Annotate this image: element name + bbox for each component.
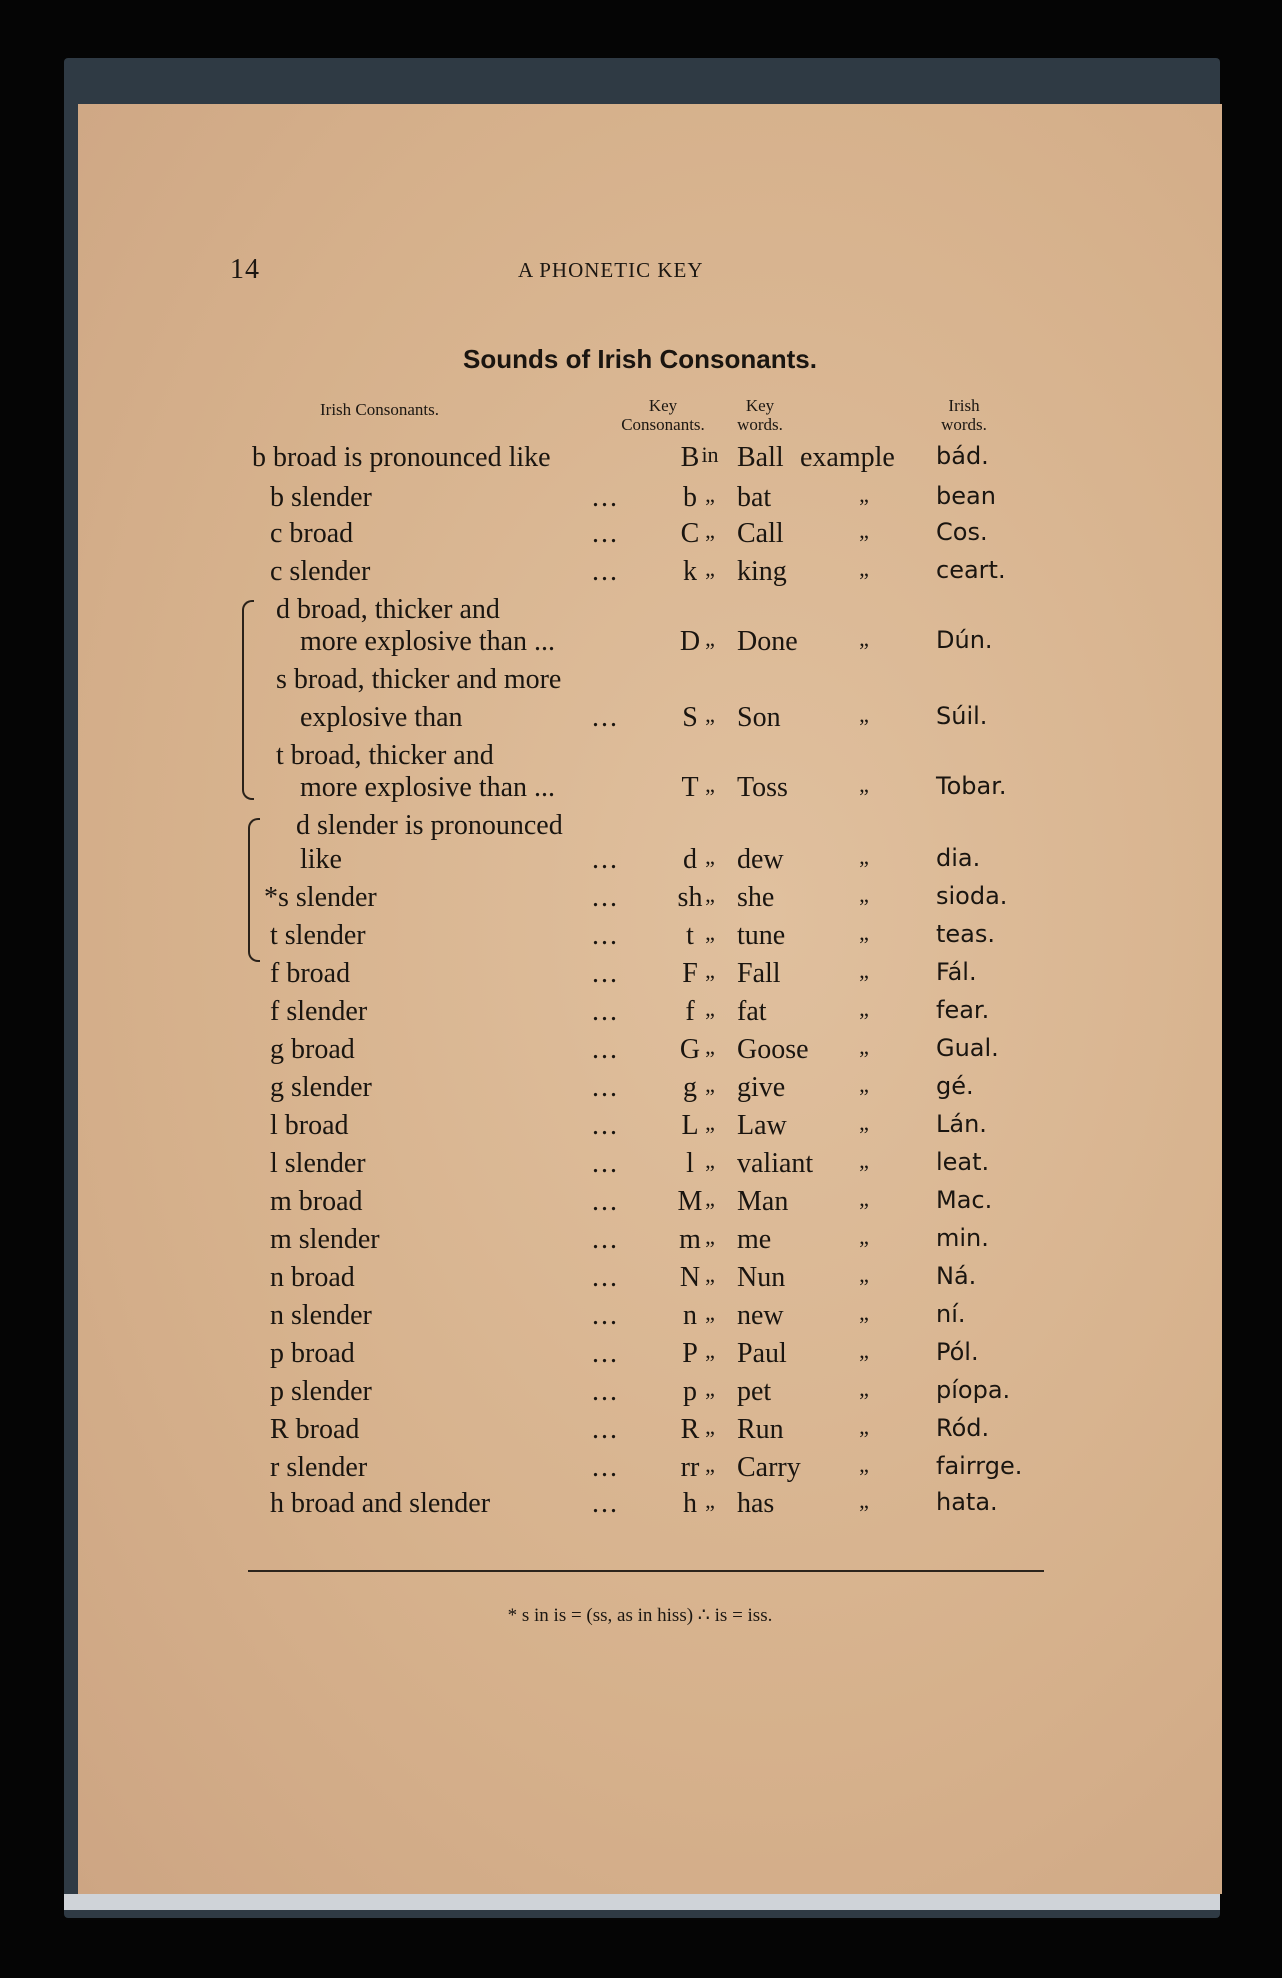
ditto-mark: „ (859, 1414, 869, 1439)
consonant-description: t slender (270, 920, 366, 951)
table-row (0, 594, 1282, 630)
key-word: tune (737, 920, 786, 951)
ditto-mark: „ (859, 1488, 869, 1513)
ditto-mark: „ (859, 920, 869, 945)
irish-word: píopa. (936, 1376, 1011, 1404)
irish-word: dia. (936, 844, 981, 872)
table-row (0, 1414, 1282, 1450)
ditto-mark: „ (859, 482, 869, 507)
leader-dots: ... (592, 1488, 619, 1519)
leader-dots: ... (592, 958, 619, 989)
irish-word: ní. (936, 1300, 966, 1328)
key-word: bat (737, 482, 772, 513)
irish-word: Súil. (936, 702, 988, 730)
irish-word: min. (936, 1224, 989, 1252)
consonant-description: c slender (270, 556, 371, 587)
table-row (0, 482, 1282, 518)
consonant-description: more explosive than ... (300, 626, 556, 657)
irish-word: ceart. (936, 556, 1006, 584)
key-consonant: d (683, 844, 697, 875)
connector: „ (705, 1338, 715, 1363)
key-consonant: F (682, 958, 698, 989)
ditto-mark: „ (859, 1110, 869, 1135)
key-word: Call (737, 518, 784, 549)
irish-word: Gual. (936, 1034, 999, 1062)
consonant-description: t broad, thicker and (276, 740, 494, 771)
key-consonant: b (683, 482, 697, 513)
connector: „ (705, 1376, 715, 1401)
key-consonant: M (677, 1186, 703, 1217)
consonant-description: f broad (270, 958, 351, 989)
connector: „ (705, 1072, 715, 1097)
consonant-description: n broad (270, 1262, 355, 1293)
connector: „ (705, 1148, 715, 1173)
table-row (0, 518, 1282, 554)
irish-word: Cos. (936, 518, 988, 546)
col-header-key-consonants: Key Consonants. (621, 396, 705, 434)
leader-dots: ... (592, 518, 619, 549)
irish-word: bád. (936, 442, 989, 470)
consonant-description: *s slender (264, 882, 377, 913)
key-consonant: g (683, 1072, 697, 1103)
irish-word: Ná. (936, 1262, 977, 1290)
leader-dots: ... (592, 1224, 619, 1255)
ditto-mark: „ (859, 556, 869, 581)
table-row (0, 664, 1282, 700)
key-consonant: B (680, 442, 700, 473)
table-row (0, 810, 1282, 846)
key-consonant: m (679, 1224, 701, 1255)
col-header-irish-words: Irish words. (941, 396, 987, 434)
connector: „ (705, 882, 715, 907)
ditto-mark: „ (859, 1072, 869, 1097)
key-word: pet (737, 1376, 772, 1407)
key-consonant: G (679, 1034, 701, 1065)
leader-dots: ... (592, 482, 619, 513)
consonant-description: s broad, thicker and more (276, 664, 562, 695)
leader-dots: ... (592, 1414, 619, 1445)
connector: „ (705, 1300, 715, 1325)
page-edge (64, 1894, 1220, 1910)
leader-dots: ... (592, 1110, 619, 1141)
leader-dots: ... (592, 1452, 619, 1483)
key-consonant: C (680, 518, 700, 549)
connector: „ (705, 1452, 715, 1477)
table-row (0, 1488, 1282, 1524)
ditto-mark: „ (859, 1148, 869, 1173)
consonant-description: g broad (270, 1034, 355, 1065)
leader-dots: ... (592, 920, 619, 951)
key-consonant: N (679, 1262, 701, 1293)
table-row (0, 702, 1282, 738)
key-word: Carry (737, 1452, 801, 1483)
connector: „ (705, 556, 715, 581)
ditto-mark: „ (859, 626, 869, 651)
key-word: give (737, 1072, 786, 1103)
connector: „ (705, 772, 715, 797)
consonant-description: f slender (270, 996, 368, 1027)
key-consonant: rr (680, 1452, 700, 1483)
page-number: 14 (230, 254, 260, 285)
irish-word: fear. (936, 996, 990, 1024)
irish-word: Lán. (936, 1110, 987, 1138)
consonant-description: m slender (270, 1224, 380, 1255)
key-consonant: p (683, 1376, 697, 1407)
key-word: Toss (737, 772, 788, 803)
key-word: me (737, 1224, 772, 1255)
key-word: Run (737, 1414, 784, 1445)
key-word: she (737, 882, 775, 913)
irish-word: teas. (936, 920, 996, 948)
consonant-description: R broad (270, 1414, 360, 1445)
consonant-description: l slender (270, 1148, 366, 1179)
connector: „ (705, 518, 715, 543)
table-row (0, 958, 1282, 994)
key-consonant: k (683, 556, 697, 587)
consonant-description: d broad, thicker and (276, 594, 500, 625)
connector: „ (705, 1262, 715, 1287)
table-row (0, 1452, 1282, 1488)
key-word: new (737, 1300, 784, 1331)
connector: in (701, 442, 719, 467)
irish-word: bean (936, 482, 996, 510)
key-consonant: sh (677, 882, 703, 913)
ditto-mark: „ (859, 1452, 869, 1477)
footnote: * s in is = (ss, as in hiss) ∴ is = iss. (507, 1605, 773, 1626)
table-row (0, 882, 1282, 918)
leader-dots: ... (592, 1300, 619, 1331)
table-row (0, 1338, 1282, 1374)
ditto-mark: „ (859, 1034, 869, 1059)
irish-word: Tobar. (936, 772, 1007, 800)
connector: „ (705, 1186, 715, 1211)
key-consonant: L (681, 1110, 699, 1141)
key-word: Done (737, 626, 798, 657)
irish-word: fairrge. (936, 1452, 1023, 1480)
ditto-mark: „ (859, 518, 869, 543)
key-word: king (737, 556, 787, 587)
irish-word: Ród. (936, 1414, 990, 1442)
consonant-description: l broad (270, 1110, 349, 1141)
ditto-mark: „ (859, 1262, 869, 1287)
leader-dots: ... (592, 556, 619, 587)
irish-word: gé. (936, 1072, 974, 1100)
leader-dots: ... (592, 1148, 619, 1179)
leader-dots: ... (592, 1186, 619, 1217)
leader-dots: ... (592, 702, 619, 733)
ditto-mark: „ (859, 844, 869, 869)
leader-dots: ... (592, 1376, 619, 1407)
connector: „ (705, 1224, 715, 1249)
connector: „ (705, 1034, 715, 1059)
ditto-mark: „ (859, 772, 869, 797)
key-word: dew (737, 844, 784, 875)
consonant-description: d slender is pronounced (296, 810, 563, 841)
ditto-mark: „ (859, 1338, 869, 1363)
key-consonant: S (682, 702, 698, 733)
table-row (0, 844, 1282, 880)
key-word: Man (737, 1186, 789, 1217)
running-title: A PHONETIC KEY (518, 258, 704, 282)
leader-dots: ... (592, 882, 619, 913)
connector: „ (705, 958, 715, 983)
key-word: Ball (737, 442, 784, 473)
footnote-rule (248, 1570, 1044, 1572)
irish-word: hata. (936, 1488, 998, 1516)
irish-word: Fál. (936, 958, 977, 986)
table-row (0, 1148, 1282, 1184)
key-word: Law (737, 1110, 787, 1141)
section-title: Sounds of Irish Consonants. (463, 344, 817, 374)
connector: „ (705, 920, 715, 945)
table-row (0, 1376, 1282, 1412)
consonant-description: r slender (270, 1452, 368, 1483)
key-consonant: R (680, 1414, 700, 1445)
table-row (0, 1262, 1282, 1298)
ditto-mark: „ (859, 1186, 869, 1211)
key-consonant: D (679, 626, 701, 657)
consonant-description: p broad (270, 1338, 355, 1369)
connector: „ (705, 626, 715, 651)
irish-word: Mac. (936, 1186, 993, 1214)
irish-word: Pól. (936, 1338, 979, 1366)
leader-dots: ... (592, 844, 619, 875)
key-word: Goose (737, 1034, 809, 1065)
leader-dots: ... (592, 1072, 619, 1103)
leader-dots: ... (592, 1338, 619, 1369)
connector: „ (705, 1110, 715, 1135)
connector: „ (705, 1414, 715, 1439)
key-consonant: t (686, 920, 694, 951)
key-word: Nun (737, 1262, 786, 1293)
ditto-mark: „ (859, 1376, 869, 1401)
consonant-description: b slender (270, 482, 372, 513)
leader-dots: ... (592, 1034, 619, 1065)
ditto-mark: „ (859, 958, 869, 983)
table-row (0, 1186, 1282, 1222)
connector: „ (705, 1488, 715, 1513)
connector: „ (705, 702, 715, 727)
key-word: fat (737, 996, 767, 1027)
key-word: Fall (737, 958, 781, 989)
key-word: Son (737, 702, 781, 733)
consonant-description: g slender (270, 1072, 372, 1103)
ditto-mark: „ (859, 1224, 869, 1249)
irish-word: sioda. (936, 882, 1008, 910)
ditto-mark: „ (859, 1300, 869, 1325)
ditto-mark: „ (859, 996, 869, 1021)
table-row (0, 1034, 1282, 1070)
table-row (0, 772, 1282, 808)
irish-word: leat. (936, 1148, 990, 1176)
consonant-description: h broad and slender (270, 1488, 491, 1519)
consonant-description: c broad (270, 518, 354, 549)
table-row (0, 920, 1282, 956)
table-row (0, 740, 1282, 776)
key-consonant: l (686, 1148, 694, 1179)
leader-dots: ... (592, 1262, 619, 1293)
key-consonant: h (683, 1488, 697, 1519)
leader-dots: ... (592, 996, 619, 1027)
key-consonant: f (685, 996, 695, 1027)
table-row (0, 1072, 1282, 1108)
table-row (0, 1300, 1282, 1336)
table-row (0, 626, 1282, 662)
key-consonant: T (681, 772, 699, 803)
ditto-mark: example (800, 442, 895, 473)
consonant-description: n slender (270, 1300, 372, 1331)
key-word: Paul (737, 1338, 787, 1369)
consonant-description: p slender (270, 1376, 372, 1407)
table-row (0, 1110, 1282, 1146)
connector: „ (705, 844, 715, 869)
table-row (0, 556, 1282, 592)
connector: „ (705, 996, 715, 1021)
ditto-mark: „ (859, 702, 869, 727)
irish-word: Dún. (936, 626, 993, 654)
table-row (0, 1224, 1282, 1260)
consonant-description: m broad (270, 1186, 363, 1217)
table-row (0, 442, 1282, 478)
consonant-description: b broad is pronounced like (252, 442, 551, 473)
col-header-key-words: Key words. (737, 396, 783, 434)
col-header-irish-consonants: Irish Consonants. (320, 400, 439, 419)
key-word: valiant (737, 1148, 814, 1179)
key-word: has (737, 1488, 775, 1519)
connector: „ (705, 482, 715, 507)
key-consonant: P (682, 1338, 698, 1369)
consonant-description: like (300, 844, 342, 875)
consonant-description: more explosive than ... (300, 772, 556, 803)
ditto-mark: „ (859, 882, 869, 907)
table-row (0, 996, 1282, 1032)
consonant-description: explosive than (300, 702, 463, 733)
key-consonant: n (683, 1300, 697, 1331)
